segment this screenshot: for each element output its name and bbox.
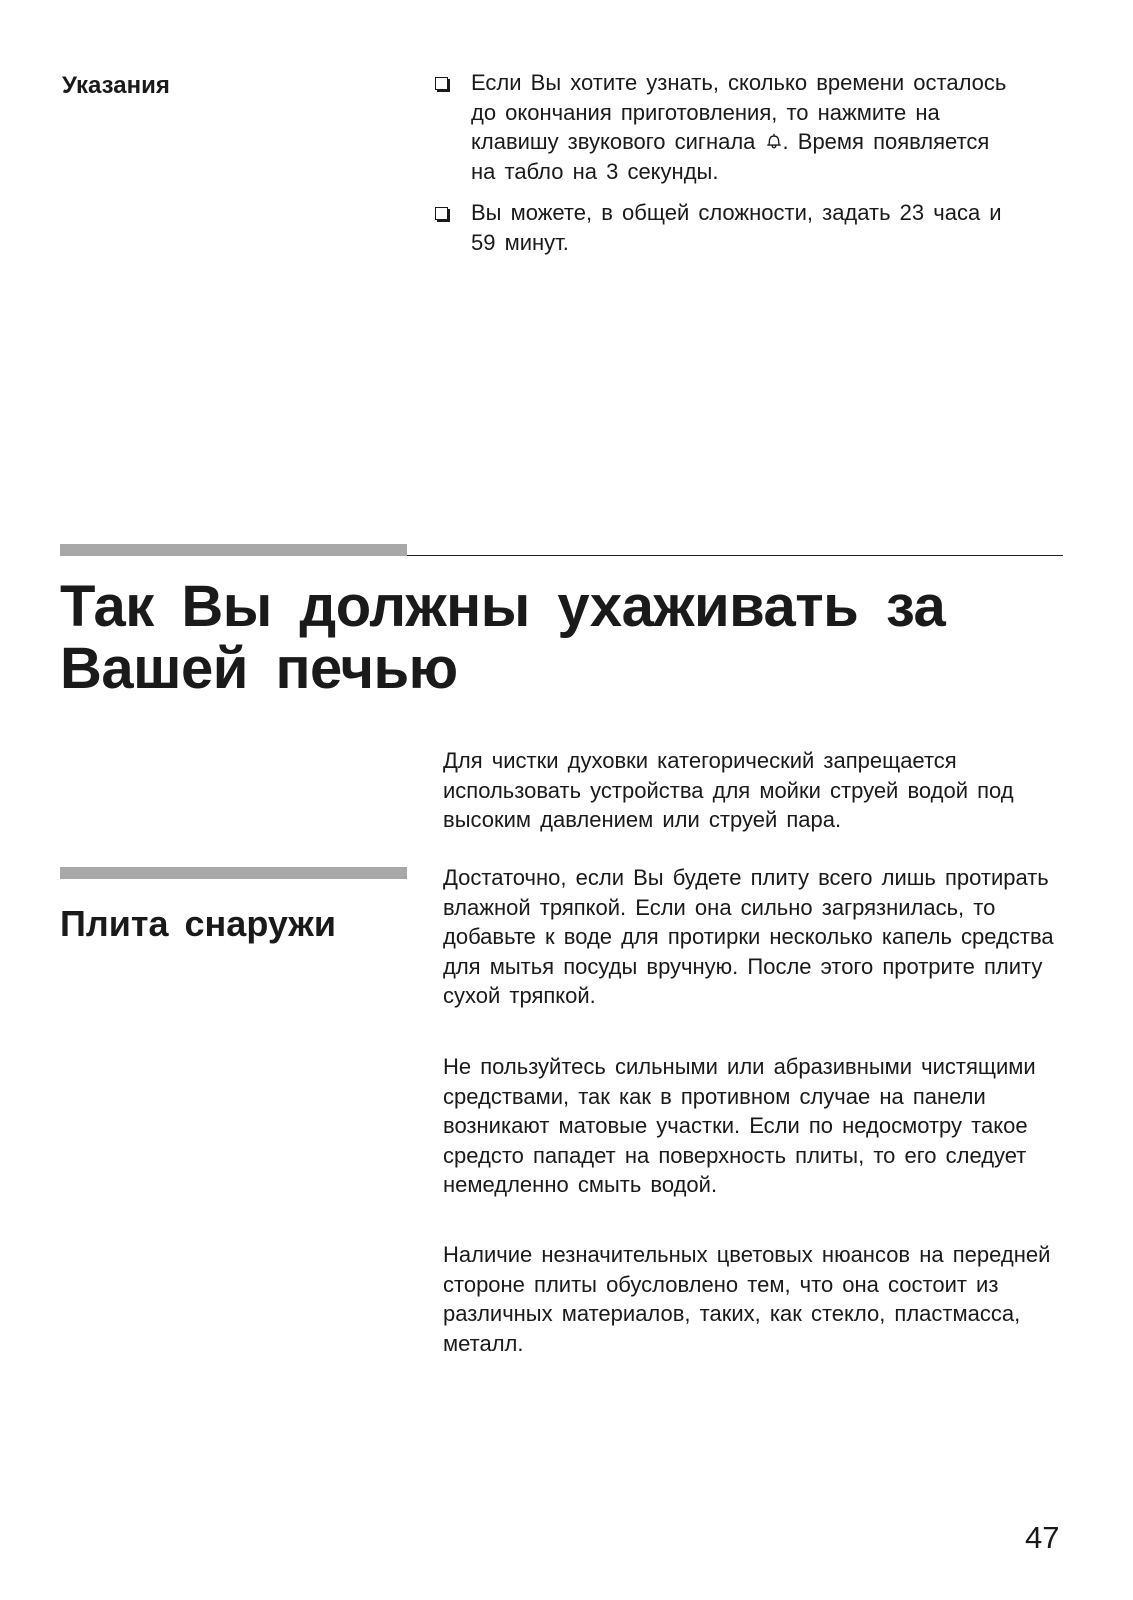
intro-paragraph: Для чистки духовки категорический запрещается использовать устройства для мойки струей водой под высоким давлением или струей пара. (443, 748, 1014, 832)
notes-list (434, 68, 1014, 269)
exterior-paragraph-2: Не пользуйтесь сильными или абразивными чистящими средствами, так как в противном случае на панели возникают матовые участки. Если по недосмотру такое средсто пападет на поверхность плиты, то его следует немедленно смыть водой. (443, 1054, 1036, 1197)
notes-label: Указания (62, 72, 170, 99)
checkbox-bullet-icon (435, 77, 448, 90)
page-number: 47 (1025, 1520, 1060, 1555)
note-text: Вы можете, в общей сложности, задать 23 часа и 59 минут. (471, 200, 1002, 255)
note-item (434, 68, 1014, 186)
note-text-end: . Время появляется на табло на 3 секунды. (471, 129, 990, 184)
section-divider-bar (60, 544, 407, 556)
note-text: Если Вы хотите узнать, сколько времени осталось до окончания приготовления, то нажмите на клавишу звукового сигнала (471, 70, 1007, 154)
bell-icon (765, 132, 783, 150)
exterior-heading: Плита снаружи (60, 903, 336, 944)
exterior-paragraph-1: Достаточно, если Вы будете плиту всего лишь протирать влажной тряпкой. Если она сильно загрязнилась, то добавьте к воде для протирки несколько капель средства для мытья посуды вручную. После этого протрите плиту сухой тряпкой. (443, 865, 1054, 1008)
subsection-divider-bar (60, 867, 407, 879)
main-title: Так Вы должны ухаживать за Вашей печью (60, 574, 946, 701)
note-item (434, 198, 1014, 257)
checkbox-bullet-icon (435, 207, 448, 220)
exterior-paragraph-3: Наличие незначительных цветовых нюансов на передней стороне плиты обусловлено тем, что она состоит из различных материалов, таких, как стекло, пластмасса, металл. (443, 1242, 1051, 1356)
